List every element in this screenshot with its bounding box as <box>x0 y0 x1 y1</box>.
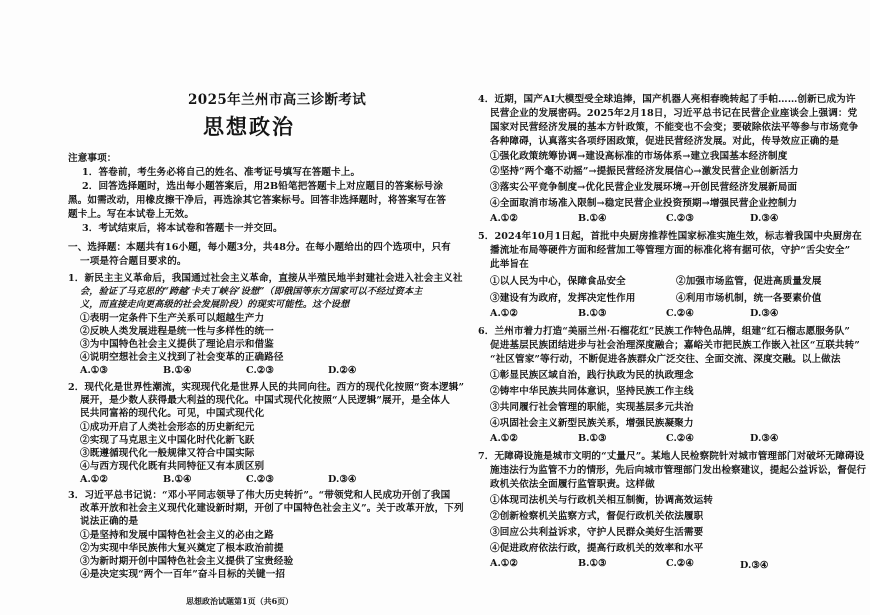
q6-stem-1: 6．兰州市着力打造“美丽兰州·石榴花红”民族工作特色品牌，组建“红石榴志愿服务队” <box>478 326 850 337</box>
q6-option-4: ④巩固社会主义新型民族关系，增强民族凝聚力 <box>490 418 694 429</box>
q3-option-3: ③为新时期开创中国特色社会主义提供了宝贵经验 <box>80 556 294 567</box>
q6-choice-c: C.②④ <box>666 433 695 444</box>
q5-choice-b: B.①③ <box>578 308 607 319</box>
notice-line-1: 1．答卷前，考生务必将自己的姓名、准考证号填写在答题卡上。 <box>82 167 361 178</box>
q5-stem-3: 此举旨在 <box>490 259 529 270</box>
q3-stem-1: 3．习近平总书记说：“邓小平同志领导了伟大历史转折”。“带领党和人民成功开创了我国 <box>68 490 451 501</box>
q2-choice-b: B.①④ <box>163 474 192 485</box>
q3-stem-3: 说法正确的是 <box>80 516 139 527</box>
q4-option-3: ③落实公平竞争制度→优化民营企业发展环境→开创民营经济发展新局面 <box>490 182 798 193</box>
q4-option-4: ④全面取消市场准入限制→稳定民营企业投资预期→增强民营企业控制力 <box>490 198 798 209</box>
q6-option-2: ②铸牢中华民族共同体意识，坚持民族工作主线 <box>490 386 694 397</box>
q2-choice-d: D.③④ <box>328 474 357 485</box>
q6-choice-d: D.③④ <box>750 433 779 444</box>
q1-choice-a: A.①③ <box>80 365 108 376</box>
notice-line-2b: 黑。如需改动，用橡皮擦干净后，再选涂其它答案标号。回答非选择题时，将答案写在答 <box>68 195 447 206</box>
q1-option-2: ②反映人类发展进程是统一性与多样性的统一 <box>80 326 274 337</box>
q1-choice-c: C.②③ <box>246 365 275 376</box>
notice-line-2c: 题卡上。写在本试卷上无效。 <box>68 209 195 220</box>
subject-title: 思想政治 <box>203 114 295 139</box>
section-heading: 一、选择题：本题共有16小题，每小题3分，共48分。在每小题给出的四个选项中，只有 <box>68 242 451 253</box>
q1-option-4: ④说明空想社会主义找到了社会变革的正确路径 <box>80 352 284 363</box>
q7-stem-3: 政机关依法全面履行监管职责。这样做 <box>490 479 655 490</box>
notice-heading: 注意事项： <box>68 153 117 164</box>
q3-option-2: ②为实现中华民族伟大复兴奠定了根本政治前提 <box>80 543 284 554</box>
q7-choice-b: B.①③ <box>578 558 607 569</box>
q6-choice-a: A.①② <box>490 433 518 444</box>
q2-option-3: ③既遵循现代化一般规律又符合中国实际 <box>80 448 255 459</box>
q6-option-3: ③共同履行社会管理的职能，实现基层多元共治 <box>490 402 694 413</box>
q5-option-3: ③建设有为政府，发挥决定性作用 <box>490 293 636 304</box>
q5-option-2: ②加强市场监管，促进高质量发展 <box>676 276 822 287</box>
q1-stem-2: 会，验证了马克思的“跨越‘卡夫丁峡谷’设想”（即俄国等东方国家可以不经过资本主 <box>80 286 423 297</box>
q2-choice-a: A.①② <box>80 474 108 485</box>
notice-line-3: 3．考试结束后，将本试卷和答题卡一并交回。 <box>82 223 283 234</box>
page-footer: 思想政治试题第1页（共6页） <box>186 596 294 606</box>
q2-stem-1: 2．现代化是世界性潮流，实现现代化是世界人民的共同向往。西方的现代化按照“资本逻辑” <box>68 382 465 393</box>
q2-choice-c: C.②③ <box>246 474 275 485</box>
q7-option-4: ④促进政府依法行政，提高行政机关的效率和水平 <box>490 543 704 554</box>
q4-option-1: ①强化政策统筹协调→建设高标准的市场体系→建立我国基本经济制度 <box>490 151 788 162</box>
q5-choice-c: C.②④ <box>666 308 695 319</box>
q2-stem-2: 展开，是少数人获得最大利益的现代化。中国式现代化按照“人民逻辑”展开，是全体人 <box>80 395 450 406</box>
q4-choice-d: D.③④ <box>750 213 779 224</box>
q4-option-2: ②坚持“两个毫不动摇”→提振民营经济发展信心→激发民营企业创新活力 <box>490 166 799 177</box>
q4-stem-1: 4．近期，国产AI大模型受全球追捧，国产机器人亮相春晚转起了手帕……创新已成为许 <box>478 94 856 105</box>
q7-choice-d: D.③④ <box>740 560 769 571</box>
q3-option-1: ①是坚持和发展中国特色社会主义的必由之路 <box>80 530 274 541</box>
q5-option-4: ④利用市场机制，统一各要素价值 <box>676 293 822 304</box>
q6-stem-3: “社区管家”等行动，不断促进各族群众广泛交往、全面交流、深度交融。以上做法 <box>490 354 841 365</box>
q1-choice-d: D.②④ <box>328 365 357 376</box>
q5-stem-1: 5．2024年10月1日起，首批中央厨房推荐性国家标准实施生效，标志着我国中央厨房在 <box>478 231 862 242</box>
q4-choice-b: B.①④ <box>578 213 607 224</box>
q5-choice-a: A.①② <box>490 308 518 319</box>
q3-stem-2: 改革开放和社会主义现代化建设新时期，开创了中国特色社会主义”。关于改革开放，下列 <box>80 503 464 514</box>
q2-option-2: ②实现了马克思主义中国化时代化新飞跃 <box>80 435 255 446</box>
q7-option-3: ③回应公共利益诉求，守护人民群众美好生活需要 <box>490 527 704 538</box>
q4-stem-3: 国家对民营经济发展的基本方针政策，不能变也不会变；要破除依法平等参与市场竞争 <box>490 122 859 133</box>
q7-option-1: ①体现司法机关与行政机关相互制衡，协调高效运转 <box>490 495 713 506</box>
q2-option-1: ①成功开启了人类社会形态的历史新纪元 <box>80 422 255 433</box>
q1-option-3: ③为中国特色社会主义提供了理论启示和借鉴 <box>80 339 274 350</box>
q5-option-1: ①以人民为中心，保障食品安全 <box>490 276 626 287</box>
q1-stem-3: 义，而直接走向更高级的社会发展阶段）的现实可能性。这个设想 <box>80 299 350 310</box>
section-heading-2: 一项是符合题目要求的。 <box>80 256 187 267</box>
q7-stem-2: 施违法行为监管不力的情形，先后向城市管理部门发出检察建议，提起公益诉讼，督促行 <box>490 465 867 476</box>
q7-stem-1: 7．无障碍设施是城市文明的“丈量尺”。某地人民检察院针对城市管理部门对破坏无障碍设 <box>478 451 865 462</box>
q5-choice-d: D.③④ <box>750 308 779 319</box>
q7-choice-a: A.①② <box>490 558 518 569</box>
q2-stem-3: 民共同富裕的现代化。可见，中国式现代化 <box>80 408 265 419</box>
q6-choice-b: B.①③ <box>578 433 607 444</box>
q1-stem-1: 1．新民主主义革命后，我国通过社会主义革命，直接从半殖民地半封建社会进入社会主义社 <box>68 273 463 284</box>
q7-option-2: ②创新检察机关监察方式，督促行政机关依法履职 <box>490 511 704 522</box>
q4-stem-2: 民营企业的发展密码。2025年2月18日，习近平总书记在民营企业座谈会上强调：党 <box>490 108 858 119</box>
q4-stem-4: 各种障碍，认真落实各项纾困政策，促进民营经济发展。对此，传导效应正确的是 <box>490 136 839 147</box>
notice-line-2a: 2．回答选择题时，选出每小题答案后，用2B铅笔把答题卡上对应题目的答案标号涂 <box>82 181 444 192</box>
q6-option-1: ①彰显民族区域自治，践行执政为民的执政理念 <box>490 370 694 381</box>
q3-option-4: ④是决定实现“两个一百年”奋斗目标的关键一招 <box>80 569 286 580</box>
q4-choice-c: C.②③ <box>666 213 695 224</box>
q4-choice-a: A.①② <box>490 213 518 224</box>
q6-stem-2: 促进基层民族团结进步与社会治理深度融合；嘉峪关市把民族工作嵌入社区“互联共转” <box>490 340 860 351</box>
exam-title: 2025年兰州市高三诊断考试 <box>188 92 367 108</box>
q1-option-1: ①表明一定条件下生产关系可以超越生产力 <box>80 313 265 324</box>
q5-stem-2: 播流址布局等硬件方面和经营加工等管理方面的标准化将有据可依，守护“舌尖安全” <box>490 245 851 256</box>
q1-choice-b: B.①④ <box>163 365 192 376</box>
q7-choice-c: C.②④ <box>666 558 695 569</box>
q2-option-4: ④与西方现代化既有共同特征又有本质区别 <box>80 461 265 472</box>
